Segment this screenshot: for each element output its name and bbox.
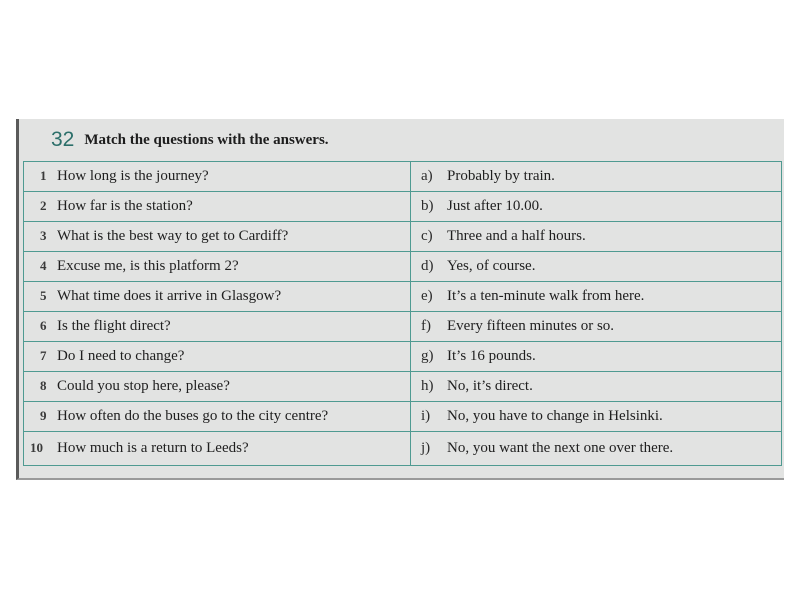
question-cell bbox=[24, 312, 411, 342]
question-text: How far is the station? bbox=[57, 198, 193, 214]
question-cell bbox=[24, 432, 411, 466]
table-row bbox=[24, 342, 782, 372]
answer-text: Yes, of course. bbox=[447, 258, 536, 274]
answer-cell bbox=[411, 162, 782, 192]
question-number: 3 bbox=[40, 228, 47, 243]
answer-letter: f) bbox=[421, 318, 431, 334]
question-number: 5 bbox=[40, 288, 47, 303]
answer-cell bbox=[411, 342, 782, 372]
question-text: How often do the buses go to the city centre? bbox=[57, 408, 329, 424]
answer-text: No, you want the next one over there. bbox=[447, 440, 674, 456]
answer-letter: e) bbox=[421, 288, 433, 304]
question-cell bbox=[24, 402, 411, 432]
answer-text: It’s 16 pounds. bbox=[447, 348, 536, 364]
question-text: Excuse me, is this platform 2? bbox=[57, 258, 239, 274]
answer-text: It’s a ten-minute walk from here. bbox=[447, 288, 645, 304]
question-cell bbox=[24, 282, 411, 312]
answer-text: No, you have to change in Helsinki. bbox=[447, 408, 663, 424]
answer-cell bbox=[411, 402, 782, 432]
question-number: 8 bbox=[40, 378, 47, 393]
answer-cell bbox=[411, 192, 782, 222]
answer-text: Probably by train. bbox=[447, 168, 555, 184]
answer-cell bbox=[411, 222, 782, 252]
answer-letter: g) bbox=[421, 348, 434, 364]
exercise-panel bbox=[16, 119, 784, 480]
question-number: 4 bbox=[40, 258, 47, 273]
answer-cell bbox=[411, 252, 782, 282]
answer-text: Three and a half hours. bbox=[447, 228, 586, 244]
answer-letter: i) bbox=[421, 408, 431, 424]
exercise-instruction: Match the questions with the answers. bbox=[84, 131, 329, 148]
answer-cell bbox=[411, 312, 782, 342]
question-text: What time does it arrive in Glasgow? bbox=[57, 288, 282, 304]
answer-text: Just after 10.00. bbox=[447, 198, 543, 214]
answer-letter: b) bbox=[421, 198, 434, 214]
answer-letter: j) bbox=[421, 440, 431, 456]
answer-cell bbox=[411, 372, 782, 402]
matching-table bbox=[23, 161, 782, 466]
question-text: Is the flight direct? bbox=[57, 318, 171, 334]
answer-cell bbox=[411, 432, 782, 466]
question-cell bbox=[24, 252, 411, 282]
question-text: How much is a return to Leeds? bbox=[57, 440, 249, 456]
table-row bbox=[24, 312, 782, 342]
question-number: 9 bbox=[40, 408, 47, 423]
exercise-heading bbox=[51, 119, 329, 161]
exercise-number: 32 bbox=[51, 128, 75, 151]
question-cell bbox=[24, 222, 411, 252]
question-number: 2 bbox=[40, 198, 47, 213]
question-cell bbox=[24, 192, 411, 222]
question-cell bbox=[24, 342, 411, 372]
question-number: 6 bbox=[40, 318, 47, 333]
table-row bbox=[24, 252, 782, 282]
answer-text: No, it’s direct. bbox=[447, 378, 533, 394]
table-row bbox=[24, 162, 782, 192]
question-number: 7 bbox=[40, 348, 47, 363]
question-cell bbox=[24, 372, 411, 402]
answer-text: Every fifteen minutes or so. bbox=[447, 318, 615, 334]
answer-letter: h) bbox=[421, 378, 434, 394]
question-text: Do I need to change? bbox=[57, 348, 185, 364]
question-number: 1 bbox=[40, 168, 47, 183]
table-row bbox=[24, 432, 782, 466]
answer-letter: d) bbox=[421, 258, 434, 274]
table-row bbox=[24, 282, 782, 312]
question-number: 10 bbox=[30, 440, 43, 455]
question-text: How long is the journey? bbox=[57, 168, 209, 184]
table-row bbox=[24, 222, 782, 252]
table-row bbox=[24, 372, 782, 402]
question-cell bbox=[24, 162, 411, 192]
answer-letter: a) bbox=[421, 168, 433, 184]
table-row bbox=[24, 192, 782, 222]
table-row bbox=[24, 402, 782, 432]
answer-letter: c) bbox=[421, 228, 433, 244]
question-text: What is the best way to get to Cardiff? bbox=[57, 228, 289, 244]
question-text: Could you stop here, please? bbox=[57, 378, 230, 394]
answer-cell bbox=[411, 282, 782, 312]
